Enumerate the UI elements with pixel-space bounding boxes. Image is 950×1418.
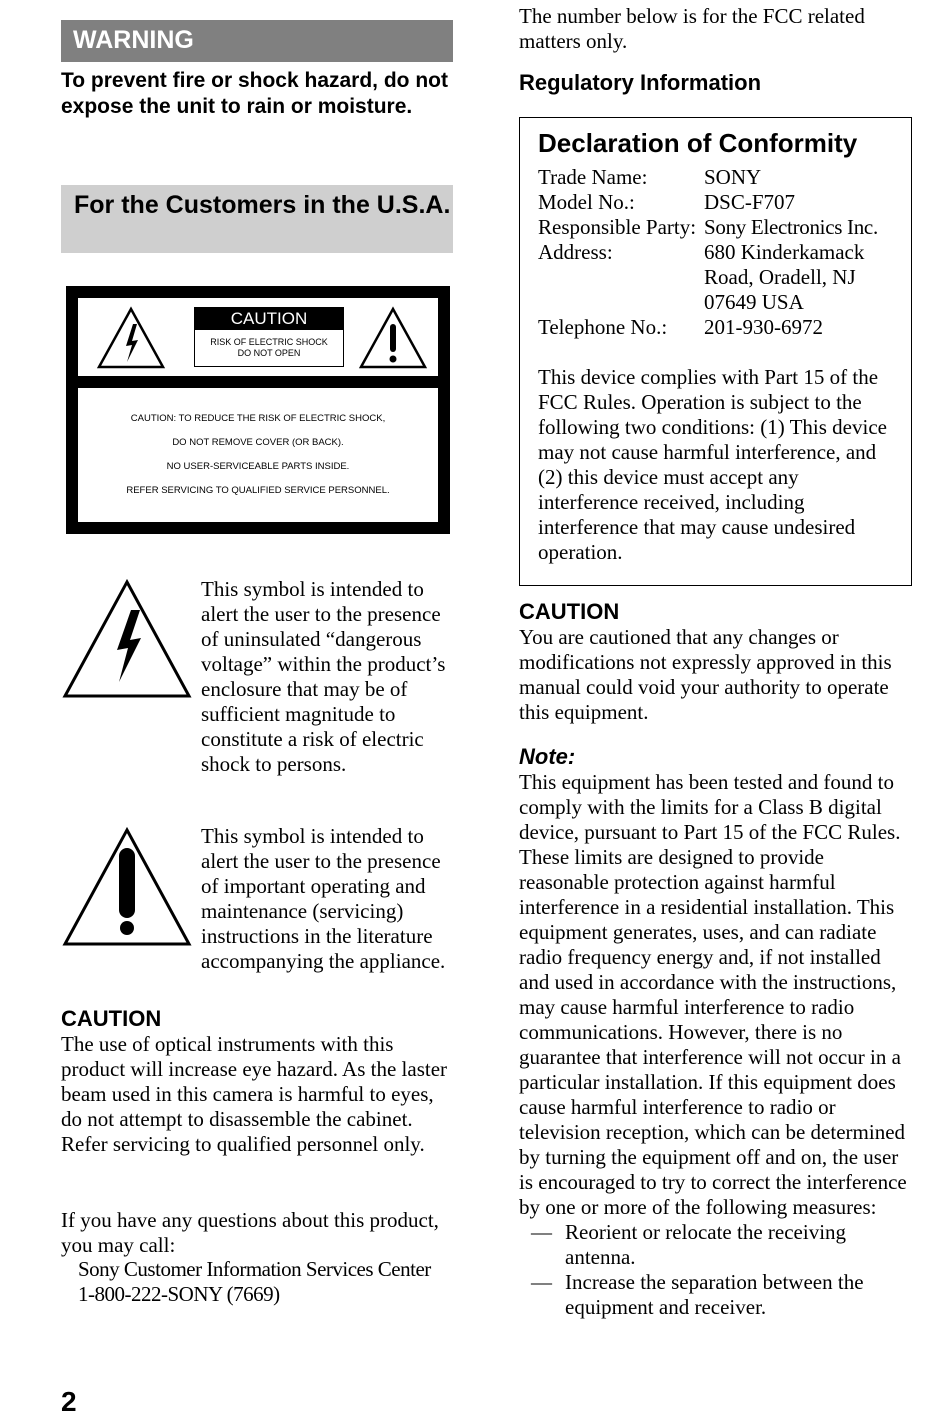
symbol1-description: This symbol is intended to alert the user to the presence of uninsulated “dangerous voltage” within the product’s enclosure that may be of sufficient magnitude to constitute a risk of electric shock to persons.	[201, 577, 446, 776]
dash-bullet: —	[531, 1220, 552, 1244]
badge-line-1: RISK OF ELECTRIC SHOCK	[210, 337, 328, 347]
note-heading: Note:	[519, 744, 576, 769]
label-line-4: REFER SERVICING TO QUALIFIED SERVICE PERSONNEL.	[126, 485, 390, 496]
declaration-row	[538, 165, 898, 190]
row-label: Address:	[538, 240, 613, 264]
dash-bullet: —	[531, 1270, 552, 1294]
list-item	[519, 1270, 911, 1320]
exclamation-symbol-icon	[61, 826, 193, 948]
lightning-symbol-icon	[61, 578, 193, 700]
row-label: Model No.:	[538, 190, 635, 214]
symbol2-description: This symbol is intended to alert the user to the presence of important operating and maintenance (servicing) instructions in the literature accompanying the appliance.	[201, 824, 446, 973]
list-item	[519, 1220, 911, 1270]
usa-heading: For the Customers in the U.S.A.	[61, 185, 453, 253]
warning-text: To prevent fire or shock hazard, do not expose the unit to rain or moisture.	[61, 69, 448, 118]
declaration-row	[538, 240, 898, 315]
declaration-statement: This device complies with Part 15 of the FCC Rules. Operation is subject to the following two conditions: (1) This device may not cause harmful interference, and (2) this device must accept any interference received, including interference that may cause undesired operation.	[538, 365, 887, 564]
caution-badge-title: CAUTION	[195, 308, 343, 330]
contact-name: Sony Customer Information Services Center	[78, 1257, 431, 1281]
row-label: Responsible Party:	[538, 215, 697, 239]
declaration-table	[538, 165, 898, 340]
row-value: 680 Kinderkamack Road, Oradell, NJ 07649 USA	[704, 240, 865, 314]
caution-label	[66, 286, 450, 534]
row-value: Sony Electronics Inc.	[704, 215, 878, 239]
caution-label-top	[78, 298, 438, 376]
contact-phone: 1-800-222-SONY (7669)	[78, 1282, 280, 1306]
declaration-row	[538, 190, 898, 215]
row-label: Trade Name:	[538, 165, 648, 189]
note-section	[519, 744, 911, 1320]
label-line-3: NO USER-SERVICEABLE PARTS INSIDE.	[166, 461, 350, 472]
measure-text: Increase the separation between the equipment and receiver.	[565, 1270, 864, 1319]
contact-info	[78, 1257, 458, 1307]
right-caution-text: You are cautioned that any changes or modifications not expressly approved in this manual could void your authority to operate this equipment.	[519, 625, 892, 724]
declaration-row	[538, 215, 898, 240]
declaration-row	[538, 315, 898, 340]
declaration-title: Declaration of Conformity	[538, 128, 858, 158]
row-label: Telephone No.:	[538, 315, 668, 339]
exclamation-triangle-icon	[358, 306, 428, 370]
regulatory-heading: Regulatory Information	[519, 70, 762, 95]
note-text: This equipment has been tested and found to comply with the limits for a Class B digital device, pursuant to Part 15 of the FCC Rules. These limits are designed to provide reasonable protection against harmful interference in a residential installation. This equipment generates, uses, and can radiate radio frequency energy and, if not installed and used in accordance with the instructions, may cause harmful interference to radio communications. However, there is no guarantee that interference will not occur in a particular installation. If this equipment does cause harmful interference to radio or television reception, which can be determined by turning the equipment off and on, the user is encouraged to try to correct the interference by one or more of the following measures:	[519, 770, 907, 1219]
row-value: DSC-F707	[704, 190, 796, 214]
warning-heading: WARNING	[61, 20, 453, 62]
label-line-2: DO NOT REMOVE COVER (OR BACK).	[172, 437, 344, 448]
left-caution-heading: CAUTION	[61, 1006, 162, 1031]
label-line-1: CAUTION: TO REDUCE THE RISK OF ELECTRIC SHOCK,	[130, 413, 386, 424]
caution-badge-subtitle	[195, 337, 343, 359]
measure-text: Reorient or relocate the receiving antenna.	[565, 1220, 847, 1269]
right-caution-heading: CAUTION	[519, 599, 620, 624]
lightning-triangle-icon	[96, 306, 166, 370]
badge-line-2: DO NOT OPEN	[237, 348, 301, 358]
left-caution-text: The use of optical instruments with this product will increase eye hazard. As the laster beam used in this camera is harmful to eyes, do not attempt to disassemble the cabinet. Refer servicing to qualified personnel only.	[61, 1032, 448, 1156]
caution-label-text	[78, 388, 438, 522]
fcc-intro: The number below is for the FCC related matters only.	[519, 4, 865, 53]
page-number: 2	[61, 1386, 77, 1417]
questions-text: If you have any questions about this product, you may call:	[61, 1208, 439, 1257]
left-caution-section	[61, 1006, 453, 1157]
declaration-box	[519, 117, 912, 586]
row-value: SONY	[704, 165, 762, 189]
caution-badge	[194, 307, 344, 367]
right-caution-section	[519, 599, 911, 725]
row-value: 201-930-6972	[704, 315, 823, 339]
